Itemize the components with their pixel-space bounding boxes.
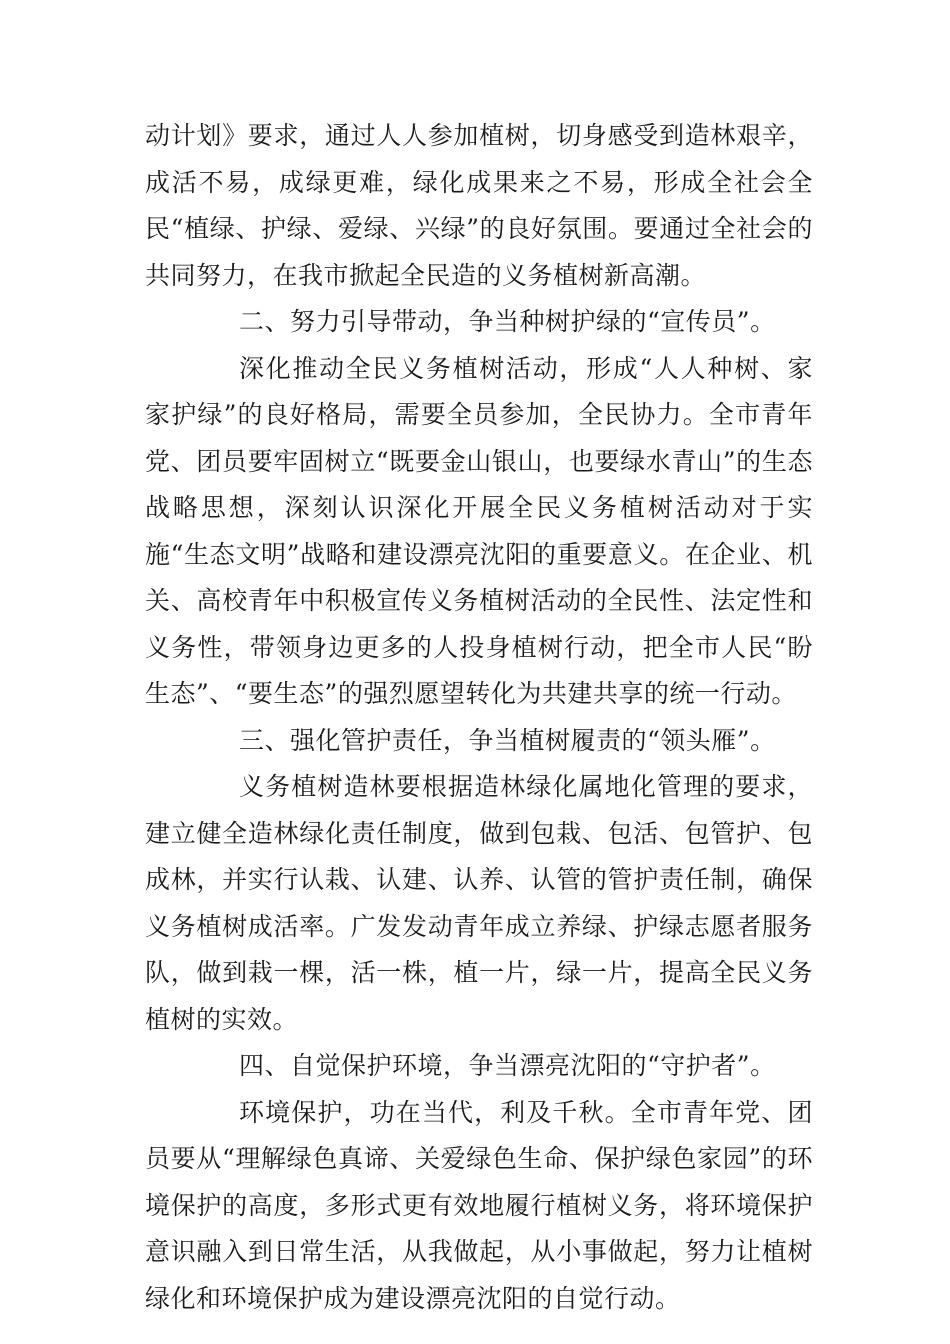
section-heading-3: 三、强化管护责任，争当植树履责的“领头雁”。 [239,725,776,755]
paragraph-section-2: 深化推动全民义务植树活动，形成“人人种树、家家护绿”的良好格局，需要全员参加，全民协力。全市青年党、团员要牢固树立“既要金山银山，也要绿水青山”的生态战略思想，深刻认识深化开展全民义务植树活动对于实施“生态文明”战略和建设漂亮沈阳的重要意义。在企业、机关、高校青年中积极宣传义务植树活动的全民性、法定性和义务性，带领身边更多的人投身植树行动，把全市人民“盼生态”、“要生态”的强烈愿望转化为共建共享的统一行动。 [145,353,813,708]
paragraph-section-3: 义务植树造林要根据造林绿化属地化管理的要求，建立健全造林绿化责任制度，做到包栽、包活、包管护、包成林，并实行认栽、认建、认养、认管的管护责任制，确保义务植树成活率。广发发动青年成立养绿、护绿志愿者服务队，做到栽一棵，活一株，植一片，绿一片，提高全民义务植树的实效。 [145,772,813,1034]
paragraph-section-4: 环境保护，功在当代，利及千秋。全市青年党、团员要从“理解绿色真谛、关爱绿色生命、保护绿色家园”的环境保护的高度，多形式更有效地履行植树义务，将环境保护意识融入到日常生活，从我做起，从小事做起，努力让植树绿化和环境保护成为建设漂亮沈阳的自觉行动。 [145,1097,813,1313]
paragraph-continuation: 动计划》要求，通过人人参加植树，切身感受到造林艰辛，成活不易，成绿更难，绿化成果来之不易，形成全社会全民“植绿、护绿、爱绿、兴绿”的良好氛围。要通过全社会的共同努力，在我市掀起全民造的义务植树新高潮。 [145,121,813,290]
section-heading-4: 四、自觉保护环境，争当漂亮沈阳的“守护者”。 [239,1051,776,1080]
document-body [145,113,813,1322]
section-heading-2: 二、努力引导带动，争当种树护绿的“宣传员”。 [239,307,776,336]
